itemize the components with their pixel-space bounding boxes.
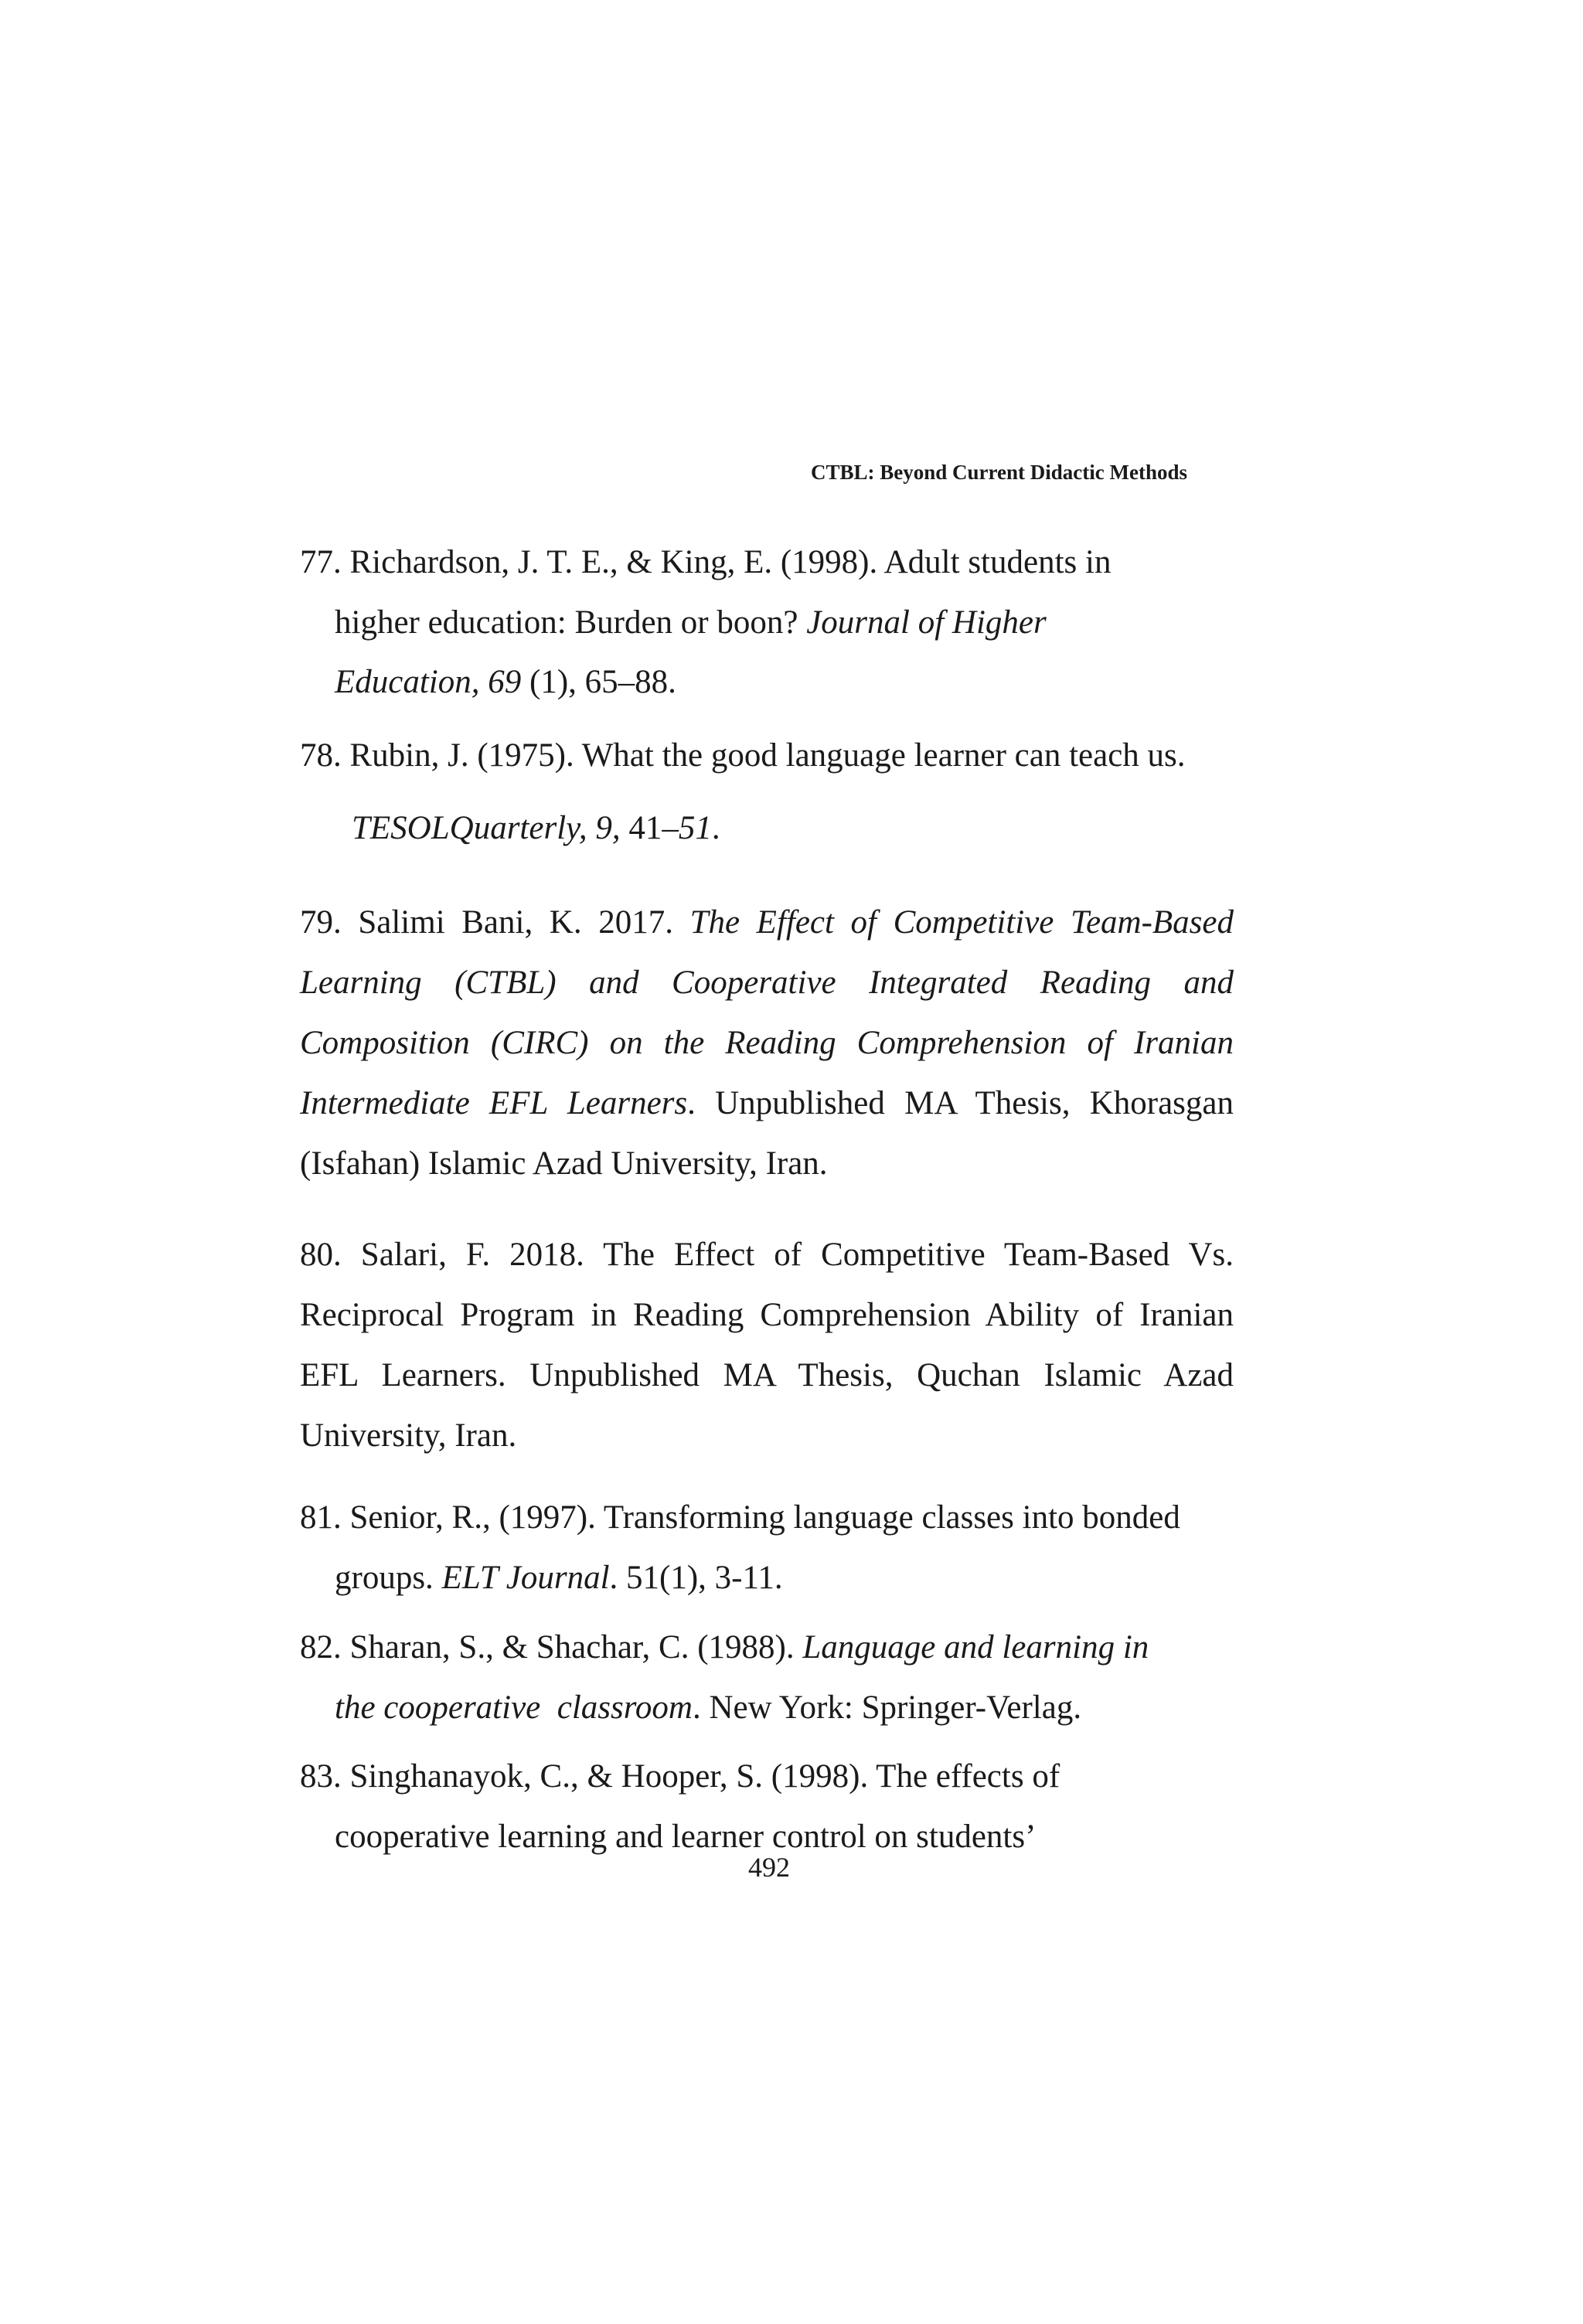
reference-78 [300,726,1234,858]
journal-title: Education, 69 [335,664,522,700]
reference-text: . New York: Springer-Verlag. [692,1689,1082,1726]
reference-line: 83. Singhanayok, C., & Hooper, S. (1998). The effects of [300,1758,1060,1795]
reference-text: . [711,809,720,846]
thesis-title: The Effect of Competitive Team-Based [689,904,1234,941]
reference-line: 77. Richardson, J. T. E., & King, E. (1998). Adult students in [300,544,1112,580]
thesis-title: Intermediate EFL Learners [300,1085,688,1121]
page-number: 492 [748,1852,790,1883]
reference-line: 81. Senior, R., (1997). Transforming language classes into bonded [300,1499,1180,1536]
reference-line: University, Iran. [300,1417,517,1454]
reference-82 [300,1618,1234,1737]
reference-83 [300,1747,1234,1866]
reference-text: 82. Sharan, S., & Shachar, C. (1988). [300,1629,803,1666]
reference-text: (1), 65–88. [521,664,676,700]
reference-line [300,652,1234,713]
reference-line: 78. Rubin, J. (1975). What the good language learner can teach us. [300,737,1186,774]
journal-title: Journal of Higher [806,604,1047,641]
reference-text: 41– [620,809,679,846]
reference-line: Composition (CIRC) on the Reading Comprehension of Iranian [300,1025,1234,1061]
page-end: 51 [678,809,712,846]
reference-line [300,1074,1234,1134]
reference-81 [300,1488,1234,1608]
reference-line: cooperative learning and learner control on students’ [335,1818,1037,1855]
reference-line: (Isfahan) Islamic Azad University, Iran. [300,1145,828,1182]
reference-text: groups. [335,1559,442,1596]
book-title: the cooperative classroom [335,1689,693,1726]
reference-79 [300,893,1234,1194]
reference-80 [300,1225,1234,1466]
reference-line: Reciprocal Program in Reading Comprehension Ability of Iranian [300,1297,1234,1333]
running-header: CTBL: Beyond Current Didactic Methods [810,461,1187,484]
reference-line: EFL Learners. Unpublished MA Thesis, Quchan Islamic Azad [300,1357,1234,1393]
reference-line [300,798,1234,859]
reference-line [300,1618,1234,1678]
book-title: Language and learning in [802,1629,1149,1666]
journal-title: ELT Journal [441,1559,610,1596]
reference-line [300,1548,1234,1608]
reference-77 [300,533,1234,713]
reference-text: . 51(1), 3-11. [609,1559,783,1596]
reference-line [300,893,1234,953]
reference-line [300,1678,1234,1738]
reference-line: Learning (CTBL) and Cooperative Integrated Reading and [300,965,1234,1001]
reference-text: 79. Salimi Bani, K. 2017. [300,904,690,941]
reference-line [300,593,1234,653]
journal-title: TESOLQuarterly, 9, [352,809,621,846]
reference-line: 80. Salari, F. 2018. The Effect of Competitive Team-Based Vs. [300,1237,1234,1273]
reference-text: higher education: Burden or boon? [335,604,807,641]
reference-text: . Unpublished MA Thesis, Khorasgan [687,1085,1234,1121]
